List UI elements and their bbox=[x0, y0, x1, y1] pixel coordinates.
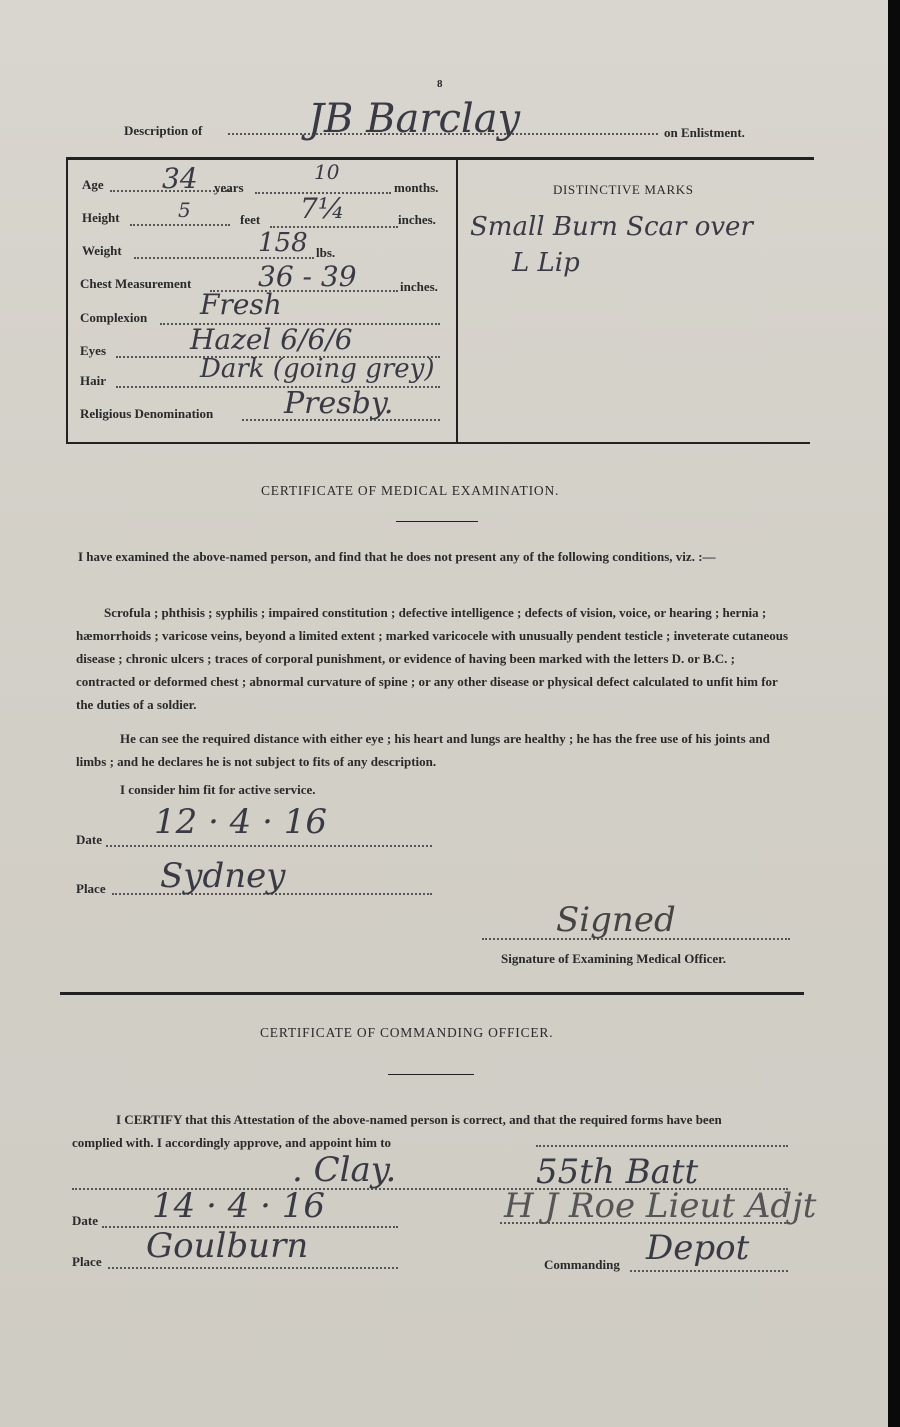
commanding-place-value: Goulburn bbox=[146, 1226, 309, 1266]
distinctive-marks-line2: L Lip bbox=[512, 248, 580, 278]
medical-conditions: Scrofula ; phthisis ; syphilis ; impaired constitution ; defective intelligence ; defects of vision, voice, or hearing ; hernia ; hæmorrhoids ; varicose veins, beyond a limited extent ; marked varicocele with unusually pendent testicle ; inveterate cutaneous disease ; chronic ulcers ; traces of corporal punishment, or evidence of having been marked with the letters D. or B.C. ; contracted or deformed chest ; abnormal curvature of spine ; or any other disease or physical defect calculated to unfit him for the duties of a soldier. bbox=[76, 605, 789, 712]
commanding-date-value: 14 · 4 · 16 bbox=[152, 1186, 326, 1226]
years-label: years bbox=[214, 180, 244, 195]
height-feet-value: 5 bbox=[178, 198, 191, 222]
medical-heading-underline bbox=[396, 521, 478, 522]
soldier-name: JB Barclay bbox=[308, 96, 521, 142]
appointment-dotted-1 bbox=[536, 1145, 788, 1147]
chest-value: 36 - 39 bbox=[258, 260, 357, 293]
commanding-date-label: Date bbox=[72, 1213, 98, 1228]
religion-value: Presby. bbox=[284, 386, 394, 421]
on-enlistment-label: on Enlistment. bbox=[664, 125, 745, 140]
box-divider bbox=[456, 160, 458, 443]
header-rule bbox=[66, 157, 814, 160]
chest-label: Chest Measurement bbox=[80, 276, 192, 291]
age-label: Age bbox=[82, 177, 104, 192]
medical-place-value: Sydney bbox=[160, 856, 286, 896]
box-bottom-rule bbox=[66, 442, 810, 444]
battalion-value: 55th Batt bbox=[536, 1152, 699, 1192]
medical-date-label: Date bbox=[76, 832, 102, 847]
months-label: months. bbox=[394, 180, 439, 195]
hair-value: Dark (going grey) bbox=[200, 354, 435, 384]
medical-date-value: 12 · 4 · 16 bbox=[154, 802, 328, 842]
commanding-dotted bbox=[630, 1270, 788, 1272]
weight-value: 158 bbox=[258, 228, 308, 258]
medical-fitness: He can see the required distance with either eye ; his heart and lungs are healthy ; he has the free use of his joints and limbs ; and he declares he is not subject to fits of any description. bbox=[76, 731, 770, 769]
lbs-label: lbs. bbox=[316, 245, 336, 260]
form-number: 8 bbox=[437, 78, 443, 90]
distinctive-marks-heading: DISTINCTIVE MARKS bbox=[553, 182, 694, 197]
age-years-value: 34 bbox=[162, 162, 198, 195]
feet-label: feet bbox=[240, 212, 261, 227]
weight-label: Weight bbox=[82, 243, 122, 258]
distinctive-marks-line1: Small Burn Scar over bbox=[470, 212, 753, 242]
commanding-place-dotted bbox=[108, 1267, 398, 1269]
medical-place-label: Place bbox=[76, 881, 106, 896]
description-label: Description of bbox=[124, 123, 203, 138]
commanding-label: Commanding bbox=[544, 1257, 620, 1272]
commanding-heading: CERTIFICATE OF COMMANDING OFFICER. bbox=[260, 1025, 554, 1040]
commanding-heading-underline bbox=[388, 1074, 474, 1075]
eyes-value: Hazel 6/6/6 bbox=[190, 323, 353, 356]
commanding-certify: I CERTIFY that this Attestation of the above-named person is correct, and that the required forms have been complied with. I accordingly approve, and appoint him to bbox=[72, 1112, 722, 1150]
complexion-value: Fresh bbox=[200, 288, 282, 321]
age-months-value: 10 bbox=[314, 160, 340, 184]
scan-edge bbox=[888, 0, 900, 1427]
commanding-value: Depot bbox=[646, 1228, 750, 1268]
appointment-value: . Clay. bbox=[292, 1150, 397, 1190]
complexion-label: Complexion bbox=[80, 310, 148, 325]
hair-label: Hair bbox=[80, 373, 106, 388]
medical-consider: I consider him fit for active service. bbox=[120, 782, 316, 797]
height-dotted bbox=[130, 224, 230, 226]
box-left-border bbox=[66, 160, 68, 443]
medical-heading: CERTIFICATE OF MEDICAL EXAMINATION. bbox=[261, 483, 560, 498]
commanding-signature-value: H J Roe Lieut Adjt bbox=[504, 1186, 817, 1226]
inches-label: inches. bbox=[398, 212, 436, 227]
medical-date-dotted bbox=[106, 845, 432, 847]
height-label: Height bbox=[82, 210, 120, 225]
section-divider bbox=[60, 992, 804, 995]
medical-intro: I have examined the above-named person, and find that he does not present any of the following conditions, viz. :— bbox=[78, 549, 716, 564]
height-inches-value: 7¼ bbox=[300, 192, 345, 225]
chest-inches-label: inches. bbox=[400, 279, 438, 294]
commanding-place-label: Place bbox=[72, 1254, 102, 1269]
eyes-label: Eyes bbox=[80, 343, 106, 358]
medical-signature-value: Signed bbox=[556, 900, 676, 940]
religion-label: Religious Denomination bbox=[80, 406, 214, 421]
medical-signature-label: Signature of Examining Medical Officer. bbox=[501, 951, 726, 966]
